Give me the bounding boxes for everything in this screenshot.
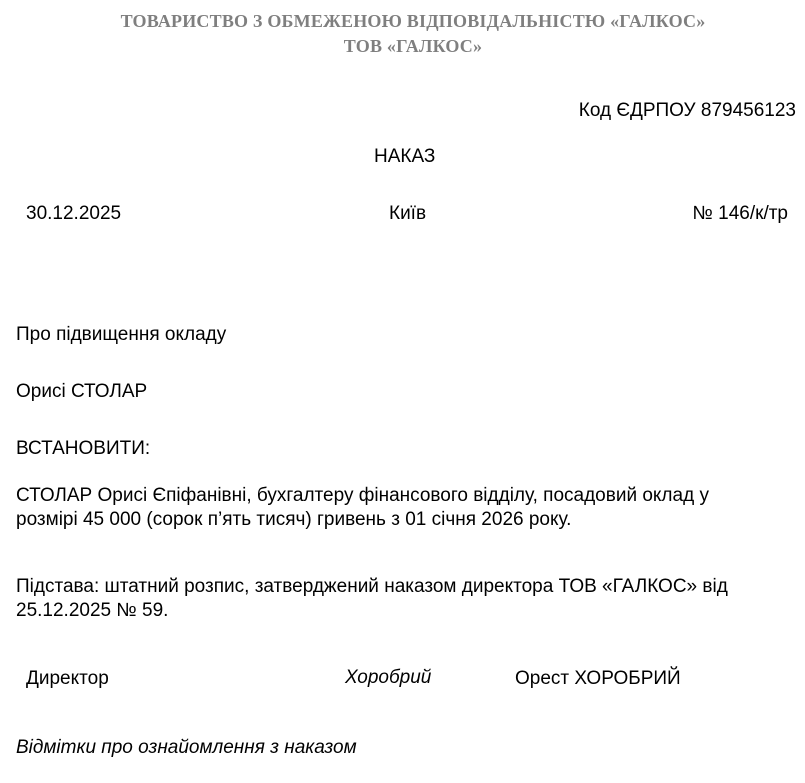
edrpou-code: Код ЄДРПОУ 879456123 xyxy=(578,100,796,121)
order-paragraph xyxy=(16,484,776,532)
document-type-title: НАКАЗ xyxy=(374,146,436,167)
signatory-position: Директор xyxy=(26,668,109,689)
basis-paragraph-line: Підстава: штатний розпис, затверджений наказом директора ТОВ «ГАЛКОС» від xyxy=(16,576,728,597)
signatory-name: Орест ХОРОБРИЙ xyxy=(515,668,681,689)
order-subject: Про підвищення окладу xyxy=(16,324,227,345)
document-city: Київ xyxy=(389,203,427,224)
organization-full-name: ТОВАРИСТВО З ОБМЕЖЕНОЮ ВІДПОВІДАЛЬНІСТЮ «ГАЛКОС» xyxy=(120,11,706,31)
basis-paragraph xyxy=(16,575,776,623)
organization-short-name: ТОВ «ГАЛКОС» xyxy=(343,36,483,56)
document-date: 30.12.2025 xyxy=(26,203,122,224)
document-number: № 146/к/тр xyxy=(692,203,788,224)
order-paragraph-line: розмірі 45 000 (сорок п’ять тисяч) гривень з 01 січня 2026 року. xyxy=(16,509,572,530)
acknowledgement-note: Відмітки про ознайомлення з наказом xyxy=(16,737,357,758)
resolve-heading: ВСТАНОВИТИ: xyxy=(16,438,151,459)
employee-name: Орисі СТОЛАР xyxy=(16,381,148,402)
basis-paragraph-line: 25.12.2025 № 59. xyxy=(16,600,169,621)
order-paragraph-line: СТОЛАР Орисі Єпіфанівні, бухгалтеру фінансового відділу, посадовий оклад у xyxy=(16,485,709,506)
handwritten-signature: Хоробрий xyxy=(345,667,432,688)
